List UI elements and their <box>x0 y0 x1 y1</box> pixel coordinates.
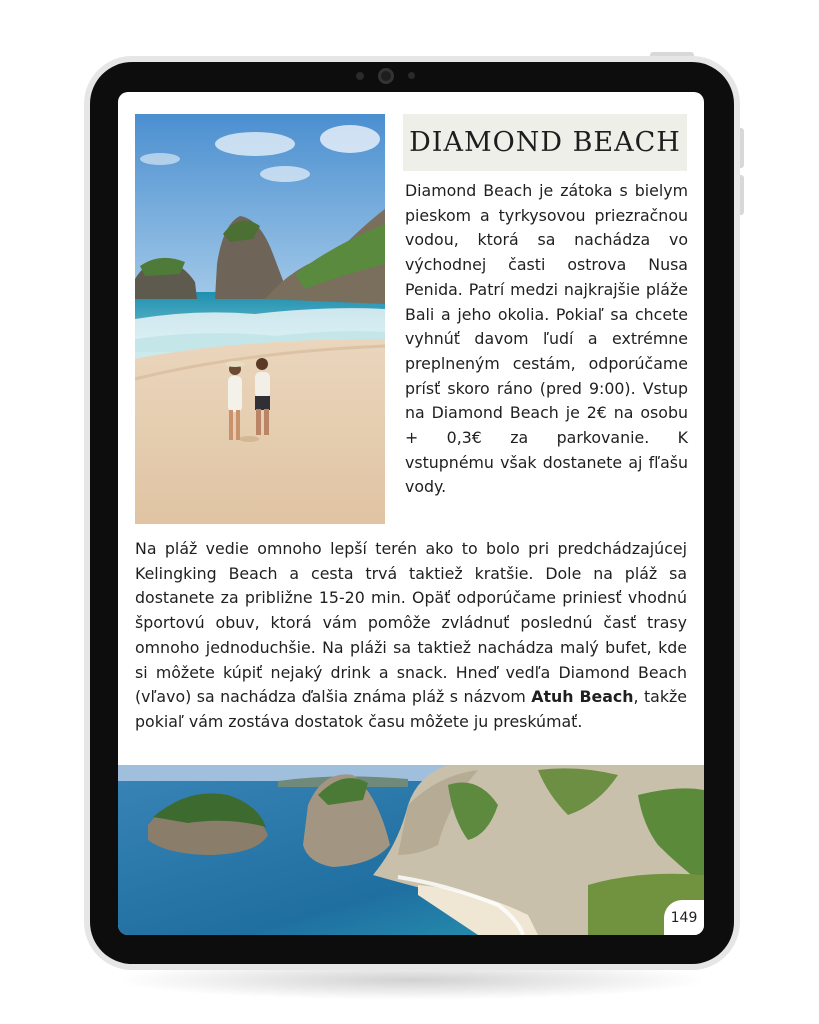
page-title: DIAMOND BEACH <box>409 127 681 158</box>
body-paragraph <box>135 537 687 735</box>
sensor-icon <box>356 72 364 80</box>
camera-icon <box>378 68 394 84</box>
sensor-icon <box>408 72 415 79</box>
photo-aerial-cliffs <box>118 765 704 935</box>
tablet-screen <box>118 92 704 935</box>
body-text-end: , takže pokiaľ vám zostáva dostatok času môžete ju preskúmať. <box>135 687 687 731</box>
page-number: 149 <box>664 900 704 935</box>
title-box <box>403 114 687 171</box>
intro-paragraph: Diamond Beach je zátoka s bielym pieskom a tyrkysovou priezračnou vodou, ktorá sa nachádza vo východnej časti ostrova Nusa Penida. Patrí medzi najkrajšie pláže Bali a jeho okolia. Pokiaľ sa chcete vyhnúť davom ľudí a extrémne preplneným cestám, odporúčame prísť skoro ráno (pred 9:00). Vstup na Diamond Beach je 2€ na osobu + 0,3€ za parkovanie. K vstupnému však dostanete aj fľašu vody. <box>405 181 688 497</box>
body-text: Na pláž vedie omnoho lepší terén ako to bolo pri predchádzajúcej Kelingking Beach a cesta trvá taktiež kratšie. Dole na pláž sa dostanete za približne 15-20 min. Opäť odporúčame priniesť vhodnú športovú obuv, ktorá vám pomôže zvládnuť poslednú časť trasy omnoho jednoduchšie. Na pláži sa taktiež nachádza malý bufet, kde si môžete kúpiť nejaký drink a snack. Hneď vedľa Diamond Beach (vľavo) sa nachádza ďalšia známa pláž s názvom <box>135 539 687 707</box>
photo-couple-on-beach <box>135 114 385 524</box>
atuh-beach-highlight: Atuh Beach <box>531 687 634 707</box>
